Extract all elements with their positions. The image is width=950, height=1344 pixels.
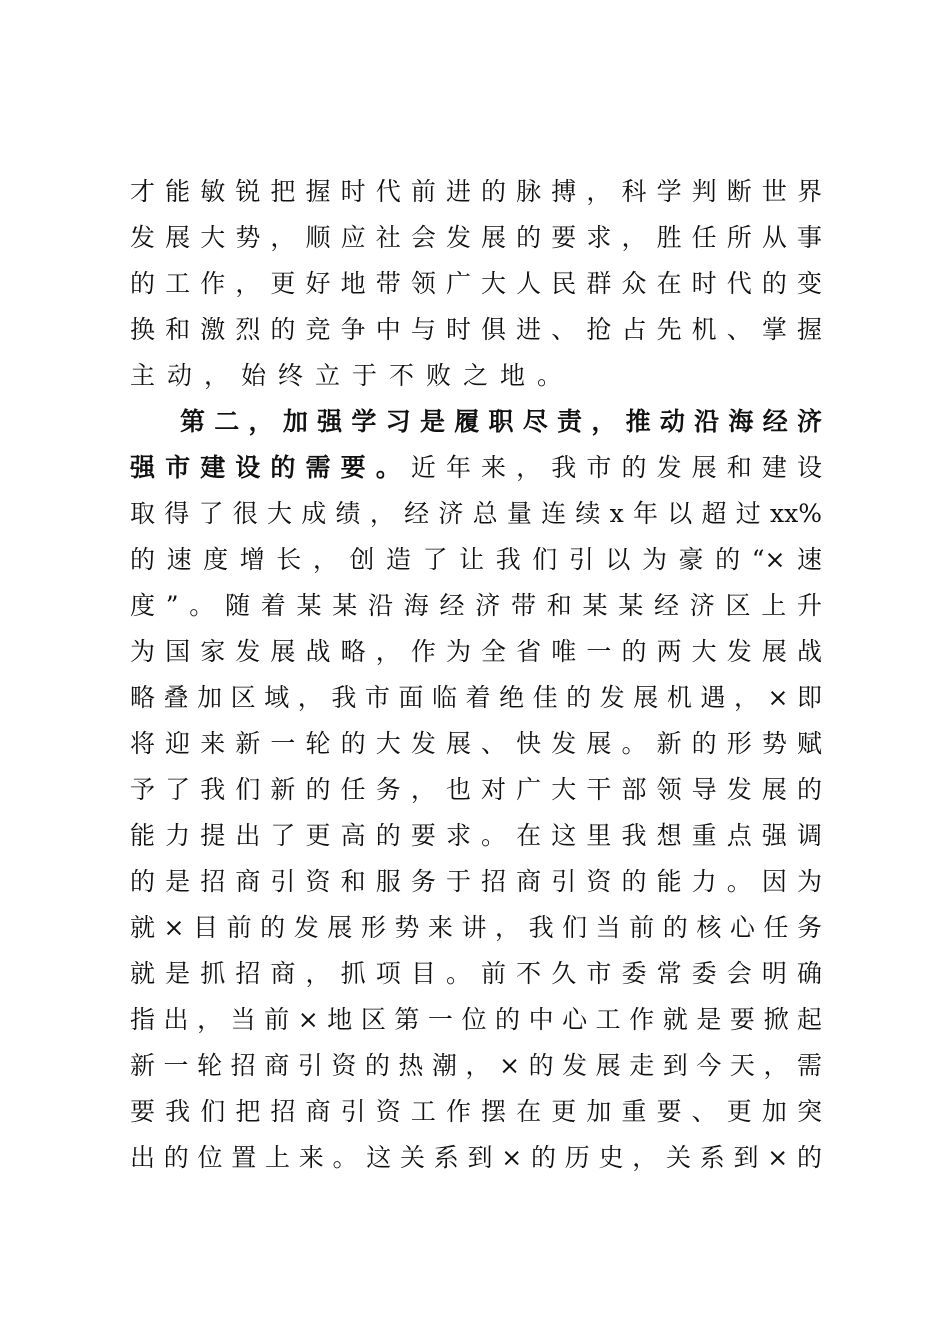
text-line: 换和激烈的竞争中与时俱进、抢占先机、掌握 xyxy=(130,315,822,344)
text-line: 主动，始终立于不败之地。 xyxy=(130,361,575,390)
text-line: 发展大势，顺应社会发展的要求，胜任所从事 xyxy=(130,223,822,252)
text-line: 的工作，更好地带领广大人民群众在时代的变 xyxy=(130,269,822,298)
text-line: 就×目前的发展形势来讲，我们当前的核心任务 xyxy=(130,913,822,942)
text-line: 为国家发展战略，作为全省唯一的两大发展战 xyxy=(130,637,822,666)
text-line: 出的位置上来。这关系到×的历史，关系到×的 xyxy=(130,1143,822,1172)
text-line: 的是招商引资和服务于招商引资的能力。因为 xyxy=(130,867,822,896)
text-line: 能力提出了更高的要求。在这里我想重点强调 xyxy=(130,821,822,850)
text-line: 度”。随着某某沿海经济带和某某经济区上升 xyxy=(130,591,822,620)
text-line xyxy=(130,448,822,488)
text-line: 取得了很大成绩，经济总量连续x年以超过xx% xyxy=(130,499,822,528)
text-fragment: 近年来，我市的发展和建设 xyxy=(410,453,822,482)
text-line: 予了我们新的任务，也对广大干部领导发展的 xyxy=(130,775,822,804)
text-line: 略叠加区域，我市面临着绝佳的发展机遇，×即 xyxy=(130,683,822,712)
section-heading-end: 强市建设的需要。 xyxy=(130,453,411,482)
text-line: 的速度增长，创造了让我们引以为豪的“×速 xyxy=(130,545,822,574)
text-line: 要我们把招商引资工作摆在更加重要、更加突 xyxy=(130,1097,822,1126)
text-line: 新一轮招商引资的热潮，×的发展走到今天，需 xyxy=(130,1051,822,1080)
section-heading: 第二，加强学习是履职尽责，推动沿海经济 xyxy=(180,407,822,436)
text-line: 将迎来新一轮的大发展、快发展。新的形势赋 xyxy=(130,729,822,758)
text-line: 才能敏锐把握时代前进的脉搏，科学判断世界 xyxy=(130,177,822,206)
text-line: 就是抓招商，抓项目。前不久市委常委会明确 xyxy=(130,959,822,988)
text-line: 指出，当前×地区第一位的中心工作就是要掀起 xyxy=(130,1005,822,1034)
